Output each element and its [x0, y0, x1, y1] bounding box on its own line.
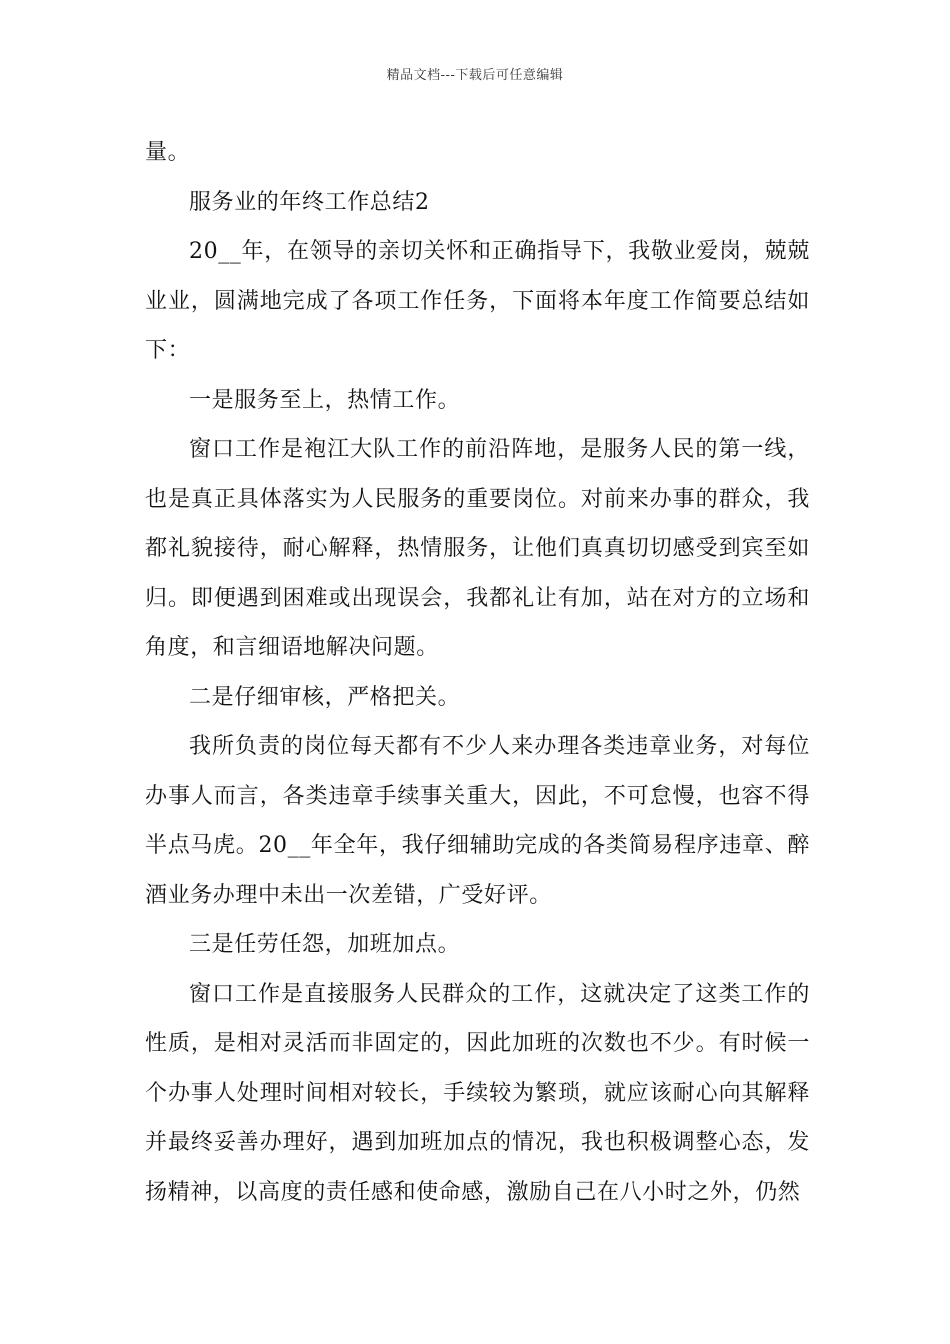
point-heading-3: 三是任劳任怨，加班加点。: [189, 932, 461, 957]
page-header: 精品文档---下载后可任意编辑: [386, 68, 564, 83]
paragraph-continuation: 量。: [145, 140, 191, 165]
paragraph-point-3: 窗口工作是直接服务人民群众的工作，这就决定了这类工作的性质，是相对灵活而非固定的，因此加班的次数也不少。有时候一个办事人处理时间相对较长，手续较为繁琐，就应该耐心向其解释并最终妥善办理好，遇到加班加点的情况，我也积极调整心态，发扬精神，以高度的责任感和使命感，激励自己在八小时之外，仍然: [145, 981, 810, 1205]
document-body: [145, 128, 810, 1217]
point-heading-1: 一是服务至上，热情工作。: [189, 387, 461, 413]
point-heading-2: 二是仔细审核，严格把关。: [189, 684, 461, 710]
paragraph-point-1: 窗口工作是袍江大队工作的前沿阵地，是服务人民的第一线，也是真正具体落实为人民服务的重要岗位。对前来办事的群众，我都礼貌接待，耐心解释，热情服务，让他们真真切切感受到宾至如归。即便遇到困难或出现误会，我都礼让有加，站在对方的立场和角度，和言细语地解决问题。: [145, 437, 810, 660]
paragraph-point-2: 我所负责的岗位每天都有不少人来办理各类违章业务，对每位办事人而言，各类违章手续事关重大，因此，不可怠慢，也容不得半点马虎。20__年全年，我仔细辅助完成的各类简易程序违章、醉酒业务办理中未出一次差错，广受好评。: [145, 734, 810, 908]
section-title: 服务业的年终工作总结2: [189, 189, 430, 215]
paragraph-intro: 20__年，在领导的亲切关怀和正确指导下，我敬业爱岗，兢兢业业，圆满地完成了各项工作任务，下面将本年度工作简要总结如下：: [145, 239, 810, 363]
